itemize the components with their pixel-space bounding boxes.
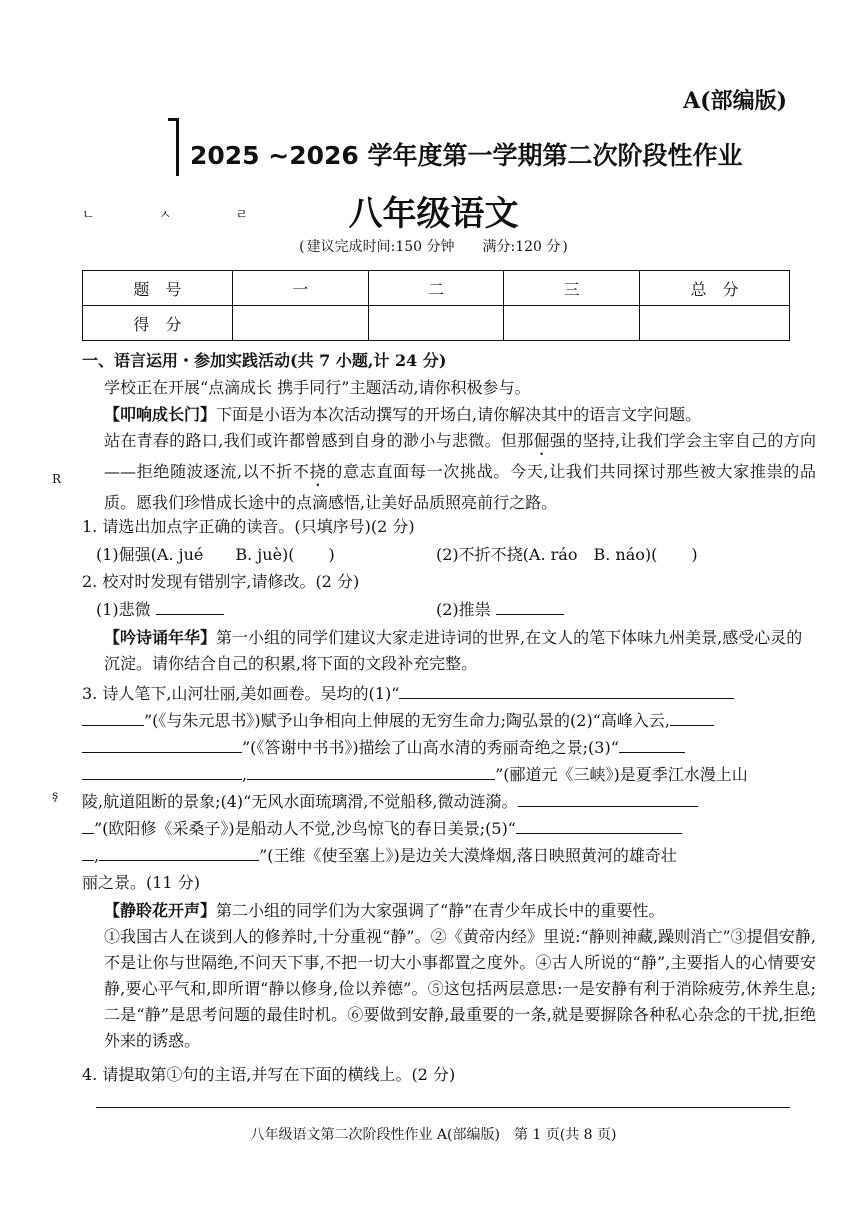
q3-line-6 <box>82 816 794 839</box>
score-cell: 总 分 <box>640 271 790 306</box>
q3-text: , <box>242 765 248 784</box>
q3-text: , <box>94 846 100 865</box>
answer-blank[interactable] <box>247 763 495 780</box>
subject-title: 八年级语文 <box>348 194 519 234</box>
answer-blank[interactable] <box>156 598 224 615</box>
answer-blank[interactable] <box>82 709 144 726</box>
part-title: 【叩响成长门】 <box>104 405 217 424</box>
q3-text: 3. 诗人笔下,山河壮丽,美如画卷。吴均的(1)“ <box>82 684 400 703</box>
intro-text: 学校正在开展“点滴成长 携手同行”主题活动,请你积极参与。 <box>104 378 531 397</box>
q3-text: ”(王维《使至塞上》)是边关大漠烽烟,落日映照黄河的雄奇壮 <box>259 846 677 865</box>
part3-intro <box>82 898 816 921</box>
q2-item-2 <box>436 597 867 620</box>
bracket-mark <box>168 118 180 176</box>
part-text: 第一小组的同学们建议大家走进诗词的世界,在文人的笔下体味九州美景,感受心灵的沉淀。请你结合自己的积累,将下面的文段补充完整。 <box>104 628 803 673</box>
part-title: 【静聆花开声】 <box>104 901 217 920</box>
q3-text: ”(《与朱元思书》)赋予山争相向上伸展的无穷生命力;陶弘景的(2)“高峰入云, <box>144 711 670 730</box>
exam-title: 2025 ~2026 学年度第一学期第二次阶段性作业 <box>190 141 743 170</box>
score-input-cell[interactable] <box>640 306 790 341</box>
q3-line-2 <box>82 708 794 731</box>
passage-part: 站在青春的路口,我们或许都曾感到自身的渺小与悲微。但那 <box>104 431 534 450</box>
q3-line-4 <box>82 762 794 785</box>
score-cell: 三 <box>504 271 640 306</box>
answer-blank[interactable] <box>82 817 94 834</box>
section-heading: 一、语言运用・参加实践活动(共 7 小题,计 24 分) <box>82 351 447 370</box>
q2-item1-text: (1)悲微 <box>96 600 151 619</box>
part-text: 第二小组的同学们为大家强调了“静”在青少年成长中的重要性。 <box>216 901 665 920</box>
answer-line[interactable] <box>96 1107 790 1108</box>
time-note: ( 建议完成时间:150 分钟 满分:120 分 ) <box>299 239 568 255</box>
q3-text: ”(《答谢中书书》)描绘了山高水清的秀丽奇绝之景;(3)“ <box>242 738 619 757</box>
question-4: 4. 请提取第①句的主语,并写在下面的横线上。(2 分) <box>82 1065 456 1084</box>
dotted-char: 倔 <box>533 431 550 450</box>
part-title: 【吟诗诵年华】 <box>104 628 217 647</box>
answer-blank[interactable] <box>99 844 259 861</box>
q1-item2-text: (2)不折不挠(A. ráo B. náo) <box>436 545 652 564</box>
score-cell: 得 分 <box>83 306 233 341</box>
answer-blank[interactable] <box>82 844 94 861</box>
q3-line-7 <box>82 843 794 866</box>
answer-blank[interactable] <box>399 682 734 699</box>
answer-blank[interactable] <box>516 817 682 834</box>
question-2: 2. 校对时发现有错别字,请修改。(2 分) <box>82 572 360 591</box>
margin-mark: ş <box>52 788 59 802</box>
passage <box>82 428 816 516</box>
edition-label: A(部编版) <box>683 88 787 114</box>
dotted-char: 挠 <box>309 462 327 481</box>
part-text: 下面是小语为本次活动撰写的开场白,请你解决其中的语言文字问题。 <box>216 405 702 424</box>
score-input-cell[interactable] <box>368 306 504 341</box>
score-cell: 二 <box>368 271 504 306</box>
passage-2: ①我国古人在谈到人的修养时,十分重视“静”。②《黄帝内经》里说:“静则神藏,躁则消亡”③提倡安静,不是让你与世隔绝,不问天下事,不把一切大小事都置之度外。④古人所说的“静”,主要指人的心情要安静,要心平气和,即所谓“静以修身,俭以养德”。⑤这包括两层意思:一是安静有利于消除疲劳,休养生息;二是“静”是思考问题的最佳时机。⑥要做到安静,最重要的一条,就是要摒除各种私心杂念的干扰,拒绝外来的诱惑。 <box>104 927 816 1050</box>
question-1: 1. 请选出加点字正确的读音。(只填序号)(2 分) <box>82 517 415 536</box>
suggested-time: 建议完成时间:150 分钟 <box>306 239 455 255</box>
q3-line-3 <box>82 735 794 758</box>
part2-intro <box>82 625 816 677</box>
q3-line-5 <box>82 789 794 812</box>
passage-part: 的意志直面每一次挑战。今天,让我们共同探讨那些被大家推祟的品质。愿我们珍惜成长途中的点滴感悟,让美好品质照亮前行之路。 <box>104 462 816 512</box>
score-table-row <box>83 306 790 341</box>
score-cell: 题 号 <box>83 271 233 306</box>
score-table <box>82 270 790 341</box>
margin-marks: ㄴ ㅅ ㄹ <box>82 208 278 223</box>
score-table-header-row <box>83 271 790 306</box>
q3-text: ”(郦道元《三峡》)是夏季江水漫上山 <box>495 765 748 784</box>
answer-blank[interactable] <box>670 709 714 726</box>
answer-blank[interactable] <box>619 736 685 753</box>
q1-item1-text: (1)倔强(A. jué B. juè) <box>96 545 289 564</box>
full-score: 满分:120 分 <box>482 239 561 255</box>
answer-blank[interactable] <box>518 790 698 807</box>
score-cell: 一 <box>232 271 368 306</box>
score-input-cell[interactable] <box>504 306 640 341</box>
q3-text: ”(欧阳修《采桑子》)是船动人不觉,沙鸟惊飞的春日美景;(5)“ <box>94 819 516 838</box>
q2-item2-text: (2)推祟 <box>436 600 491 619</box>
part-intro <box>82 402 816 425</box>
q3-line-8: 丽之景。(11 分) <box>82 873 200 892</box>
answer-blank[interactable] <box>82 736 242 753</box>
margin-mark: R <box>52 472 62 486</box>
answer-blank[interactable] <box>496 598 564 615</box>
answer-blank[interactable] <box>82 763 242 780</box>
q1-option-2: (2)不折不挠(A. ráo B. náo)( ) <box>436 545 698 564</box>
passage-part: 强的坚持,让我们学会主宰自己的方向——拒绝随波逐流,以不折不 <box>104 431 816 481</box>
q3-line-1 <box>82 681 794 704</box>
q1-option-1: (1)倔强(A. jué B. juè)( ) <box>96 545 335 564</box>
q3-text: 陵,航道阻断的景象;(4)“无风水面琉璃滑,不觉船移,微动涟漪。 <box>82 792 518 811</box>
page-footer: 八年级语文第二次阶段性作业 A(部编版) 第 1 页(共 8 页) <box>250 1127 617 1143</box>
score-input-cell[interactable] <box>232 306 368 341</box>
